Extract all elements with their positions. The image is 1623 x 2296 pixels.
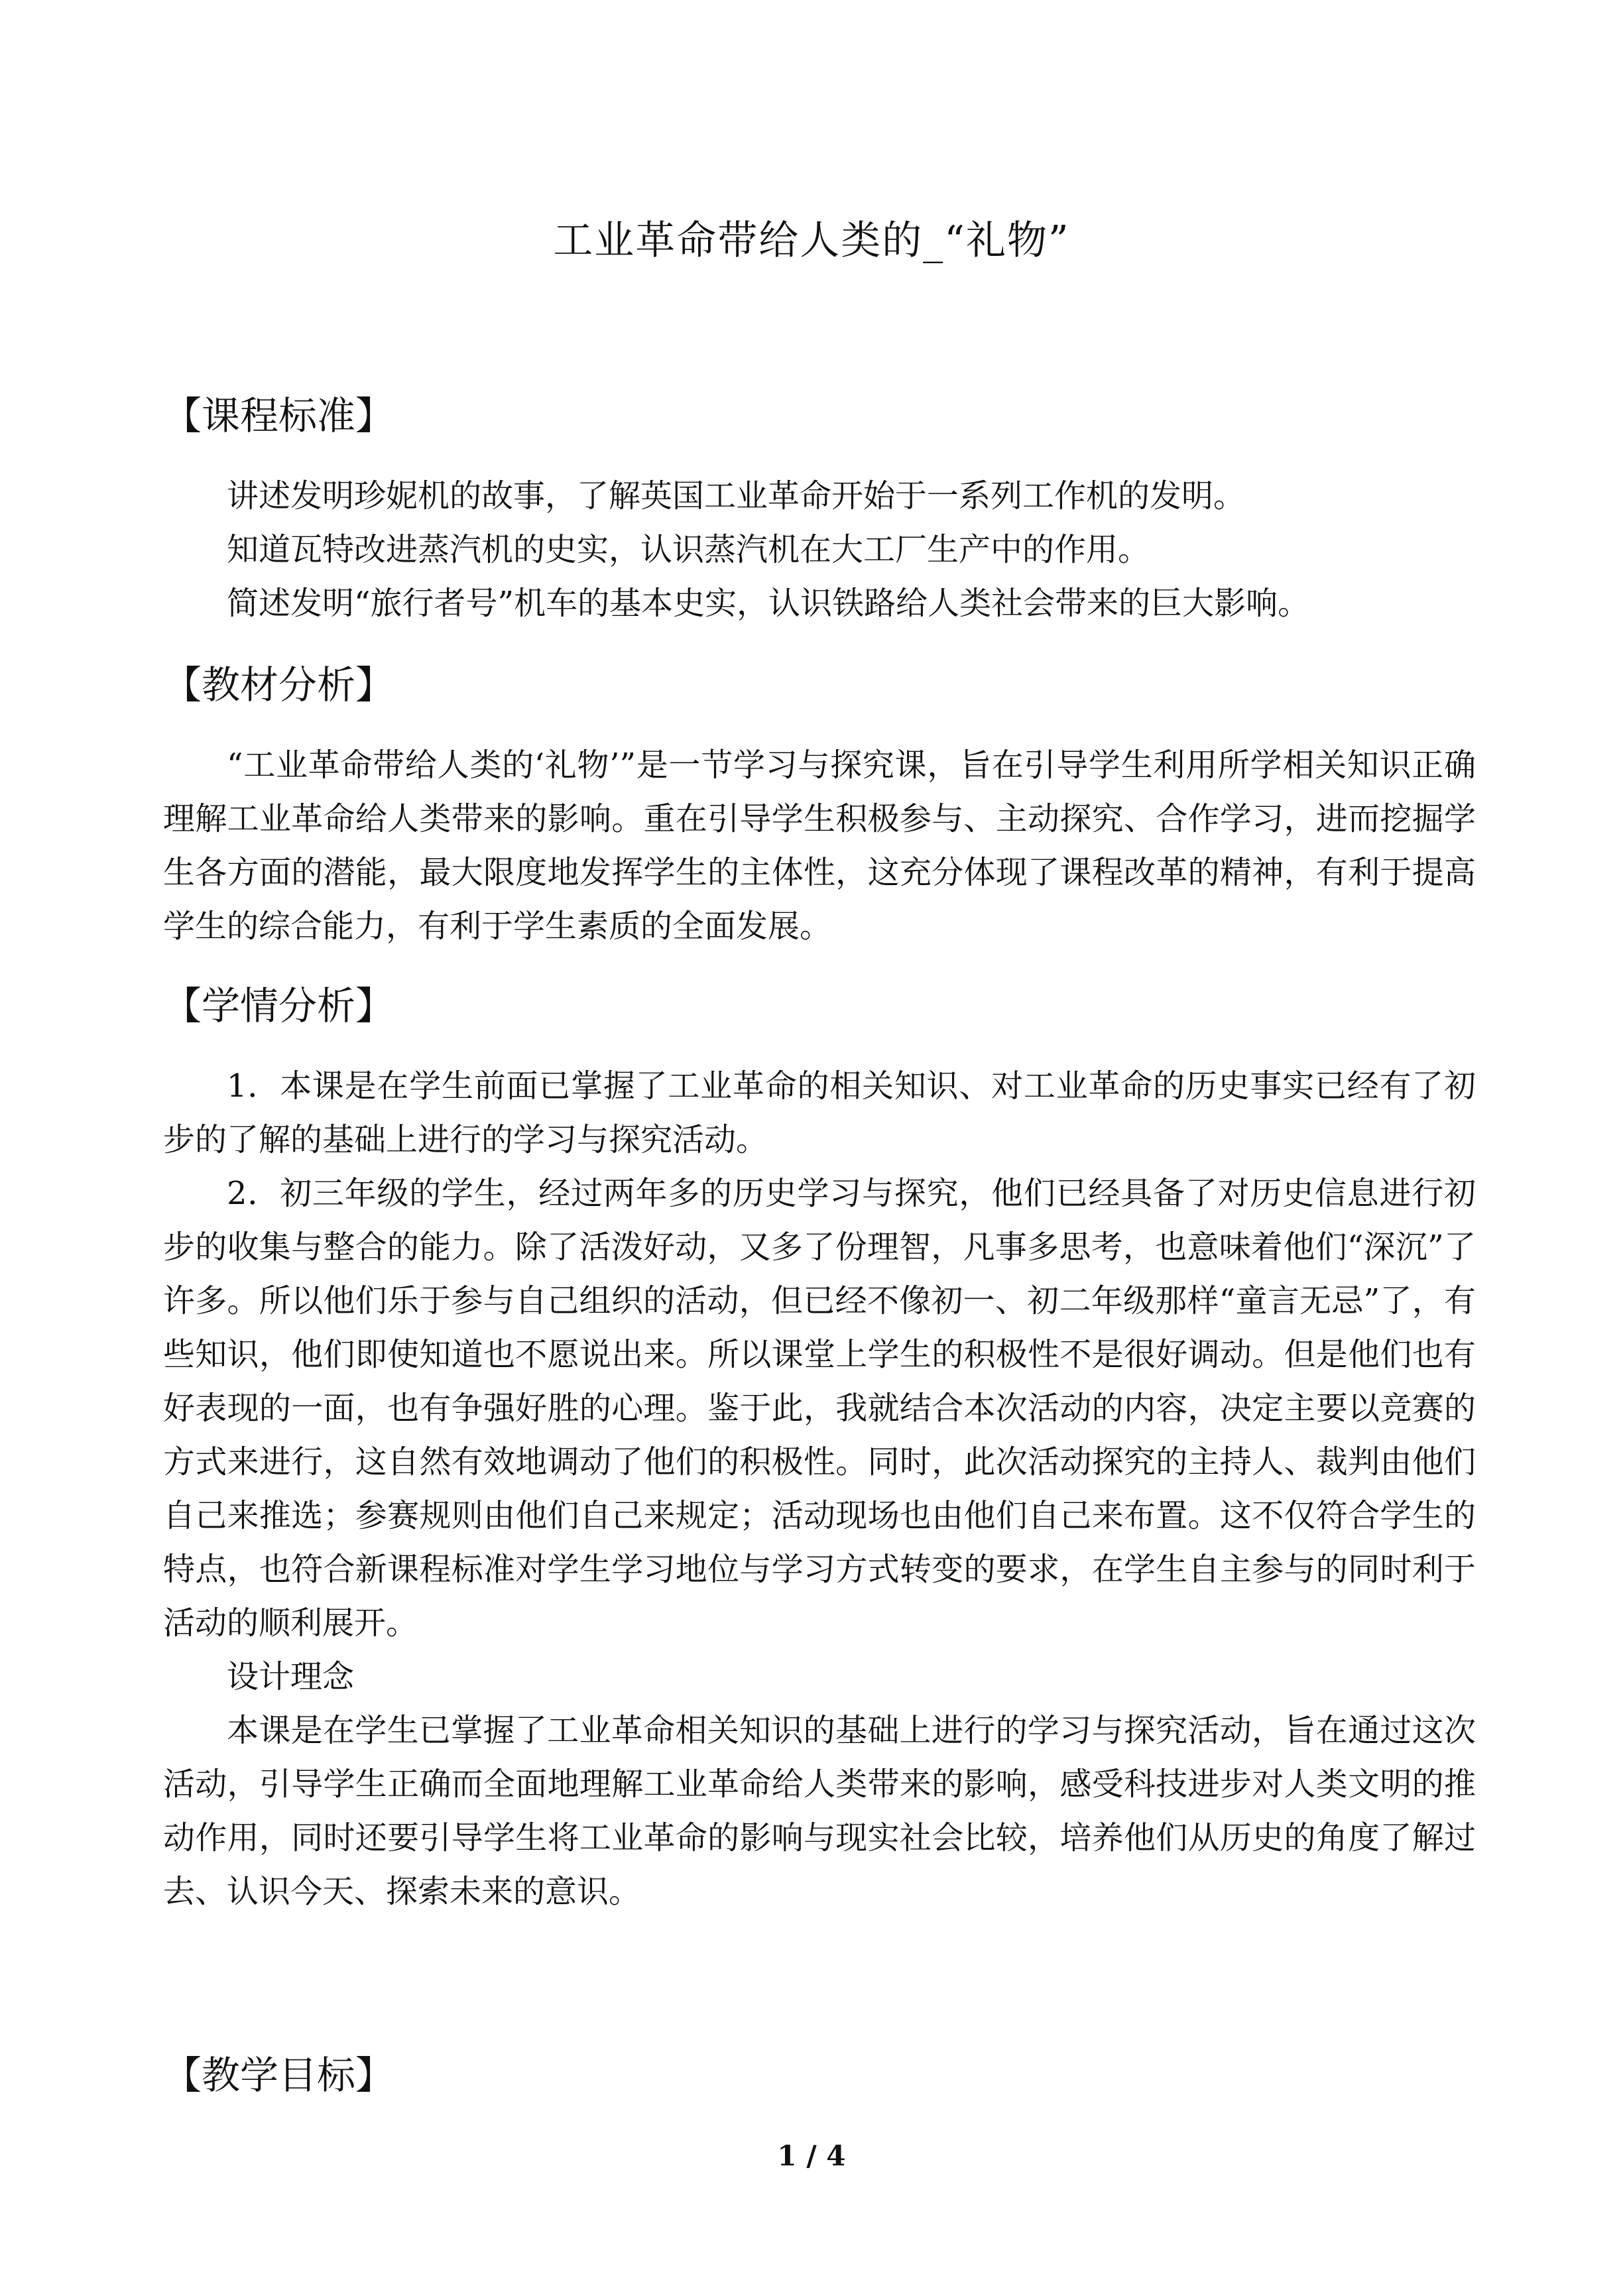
student-analysis-item-1: 1．本课是在学生前面已掌握了工业革命的相关知识、对工业革命的历史事实已经有了初步的了解的基础上进行的学习与探究活动。 [163, 1067, 1476, 1158]
section-heading-material-analysis: 【教材分析】 [163, 662, 394, 707]
standard-line-1: 讲述发明珍妮机的故事，了解英国工业革命开始于一系列工作机的发明。 [227, 477, 1246, 514]
student-analysis-body [163, 1059, 1476, 1919]
section-heading-teaching-objectives: 【教学目标】 [163, 2053, 394, 2098]
standard-line-3: 简述发明“旅行者号”机车的基本史实，认识铁路给人类社会带来的巨大影响。 [227, 585, 1310, 622]
standard-line-2: 知道瓦特改进蒸汽机的史实，认识蒸汽机在大工厂生产中的作用。 [227, 531, 1150, 568]
section-heading-student-analysis: 【学情分析】 [163, 983, 394, 1028]
material-analysis-paragraph: “工业革命带给人类的‘礼物’”是一节学习与探究课，旨在引导学生利用所学相关知识正确理解工业革命给人类带来的影响。重在引导学生积极参与、主动探究、合作学习，进而挖掘学生各方面的潜能，最大限度地发挥学生的主体性，这充分体现了课程改革的精神，有利于提高学生的综合能力，有利于学生素质的全面发展。 [163, 747, 1476, 945]
page-number: 1 / 4 [777, 2140, 846, 2172]
section-material-analysis [163, 655, 1476, 715]
course-standard-lines [163, 469, 1476, 631]
section-course-standard [163, 386, 1476, 446]
student-analysis-item-2: 2．初三年级的学生，经过两年多的历史学习与探究，他们已经具备了对历史信息进行初步的收集与整合的能力。除了活泼好动，又多了份理智，凡事多思考，也意味着他们“深沉”了许多。所以他们乐于参与自己组织的活动，但已经不像初一、初二年级那样“童言无忌”了，有些知识，他们即使知道也不愿说出来。所以课堂上学生的积极性不是很好调动。但是他们也有好表现的一面，也有争强好胜的心理。鉴于此，我就结合本次活动的内容，决定主要以竞赛的方式来进行，这自然有效地调动了他们的积极性。同时，此次活动探究的主持人、裁判由他们自己来推选；参赛规则由他们自己来规定；活动现场也由他们自己来布置。这不仅符合学生的特点，也符合新课程标准对学生学习地位与学习方式转变的要求，在学生自主参与的同时利于活动的顺利展开。 [163, 1175, 1476, 1642]
design-concept-label: 设计理念 [227, 1658, 355, 1695]
material-analysis-body [163, 739, 1476, 953]
document-title: 工业革命带给人类的_“礼物” [553, 217, 1070, 264]
section-heading-course-standard: 【课程标准】 [163, 393, 394, 438]
design-concept-paragraph: 本课是在学生已掌握了工业革命相关知识的基础上进行的学习与探究活动，旨在通过这次活动，引导学生正确而全面地理解工业革命给人类带来的影响，感受科技进步对人类文明的推动作用，同时还要引导学生将工业革命的影响与现实社会比较，培养他们从历史的角度了解过去、认识今天、探索未来的意识。 [163, 1712, 1476, 1910]
section-student-analysis [163, 976, 1476, 1036]
section-teaching-objectives [163, 2045, 1476, 2105]
